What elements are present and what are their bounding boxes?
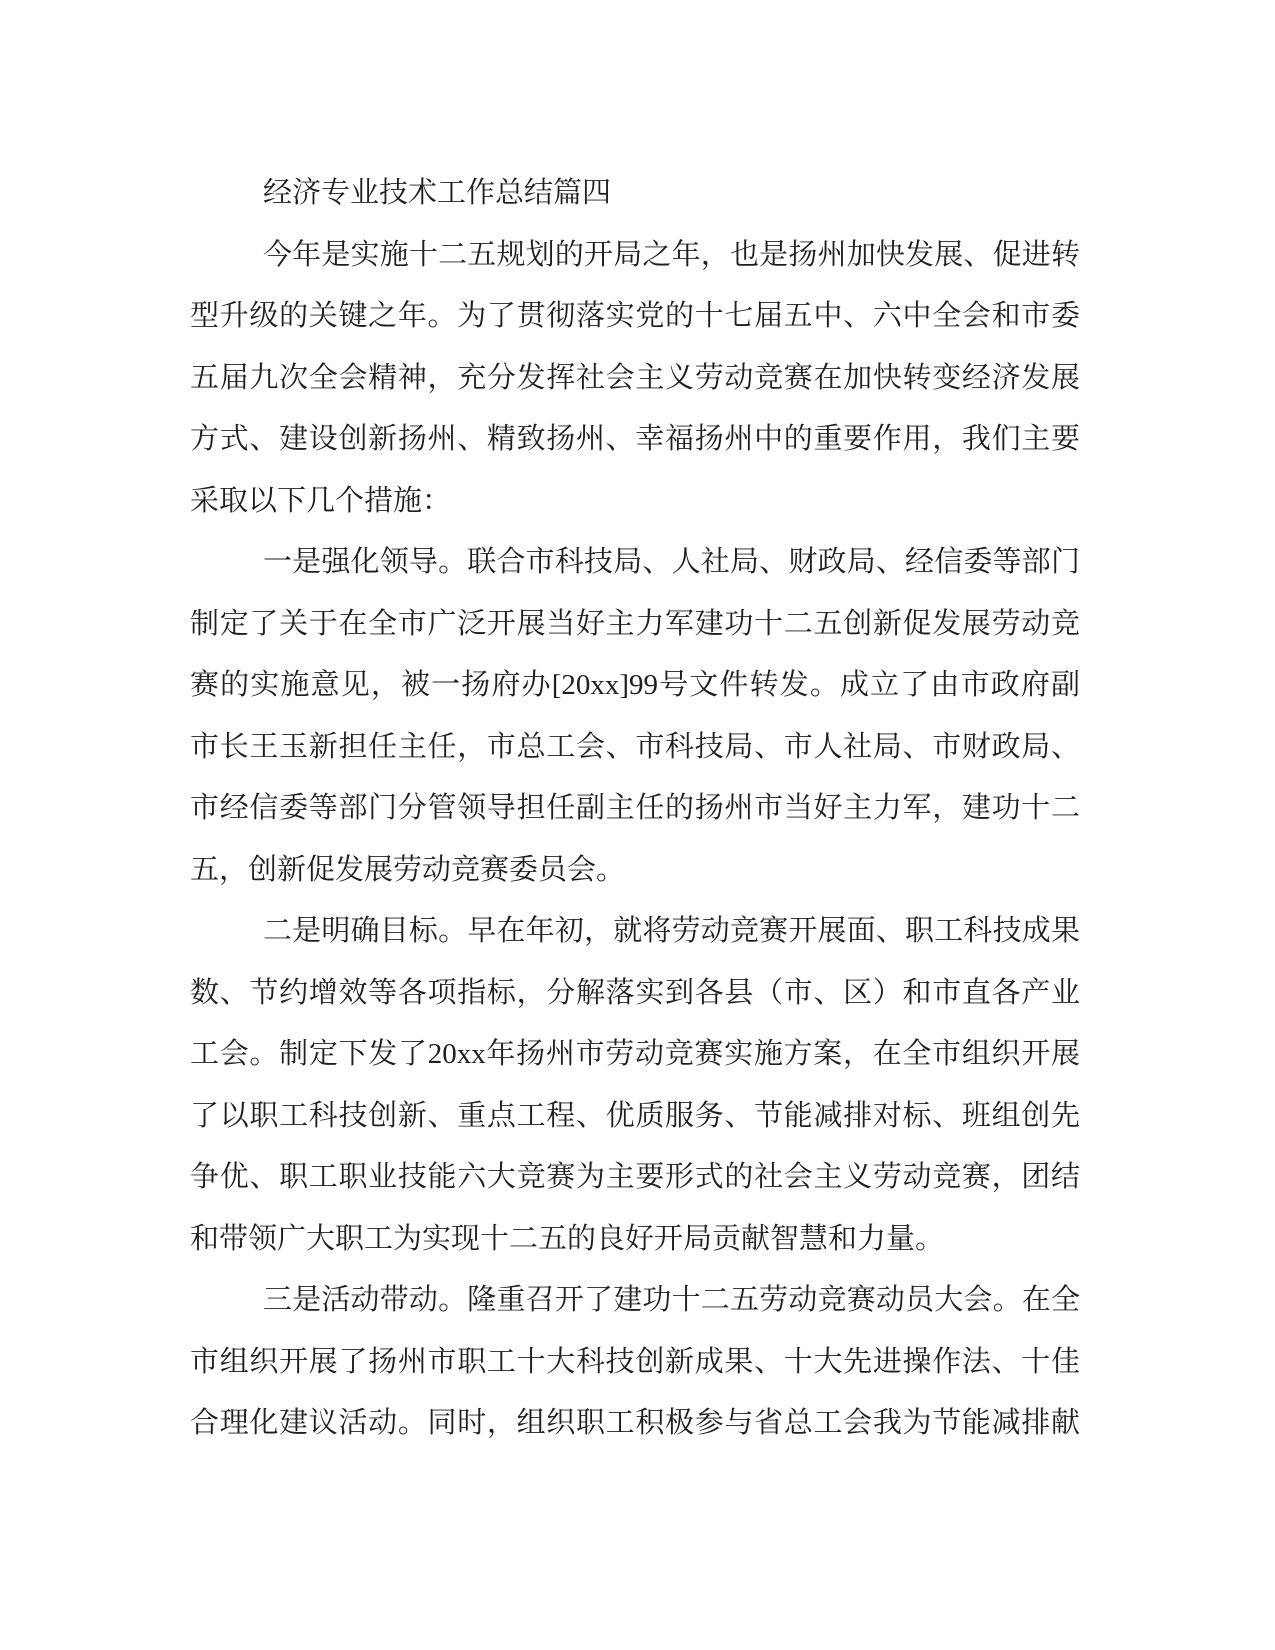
text-line: 一是强化领导。联合市科技局、人社局、财政局、经信委等部门 [263,546,1080,578]
text-line: 二是明确目标。早在年初，就将劳动竞赛开展面、职工科技成果 [263,915,1080,947]
text-line: 市组织开展了扬州市职工十大科技创新成果、十大先进操作法、十佳 [190,1345,1080,1378]
text-line: 和带领广大职工为实现十二五的良好开局贡献智慧和力量。 [190,1222,945,1255]
document-title: 经济专业技术工作总结篇四 [263,177,612,209]
text-line: 型升级的关键之年。为了贯彻落实党的十七届五中、六中全会和市委 [190,300,1080,332]
text-line: 工会。制定下发了20xx年扬州市劳动竞赛实施方案，在全市组织开展 [190,1038,1080,1070]
text-line: 了以职工科技创新、重点工程、优质服务、节能减排对标、班组创先 [190,1099,1080,1132]
text-line: 五，创新促发展劳动竞赛委员会。 [190,853,626,886]
text-line: 争优、职工职业技能六大竞赛为主要形式的社会主义劳动竞赛，团结 [190,1161,1080,1193]
text-line: 五届九次全会精神，充分发挥社会主义劳动竞赛在加快转变经济发展 [190,361,1080,394]
text-line: 三是活动带动。隆重召开了建功十二五劳动竞赛动员大会。在全 [263,1284,1080,1316]
text-line: 方式、建设创新扬州、精致扬州、幸福扬州中的重要作用，我们主要 [190,423,1080,455]
text-line: 采取以下几个措施： [190,484,452,517]
text-line: 市经信委等部门分管领导担任副主任的扬州市当好主力军，建功十二 [190,792,1080,824]
text-line: 数、节约增效等各项指标，分解落实到各县（市、区）和市直各产业 [190,976,1080,1009]
text-line: 市长王玉新担任主任，市总工会、市科技局、市人社局、市财政局、 [190,730,1080,763]
text-line: 赛的实施意见，被一扬府办[20xx]99号文件转发。成立了由市政府副 [190,669,1080,701]
document-text-block [190,163,1080,1455]
text-line: 制定了关于在全市广泛开展当好主力军建功十二五创新促发展劳动竞 [190,607,1080,640]
text-line: 今年是实施十二五规划的开局之年，也是扬州加快发展、促进转 [263,238,1080,271]
text-line: 合理化建议活动。同时，组织职工积极参与省总工会我为节能减排献 [190,1407,1080,1439]
